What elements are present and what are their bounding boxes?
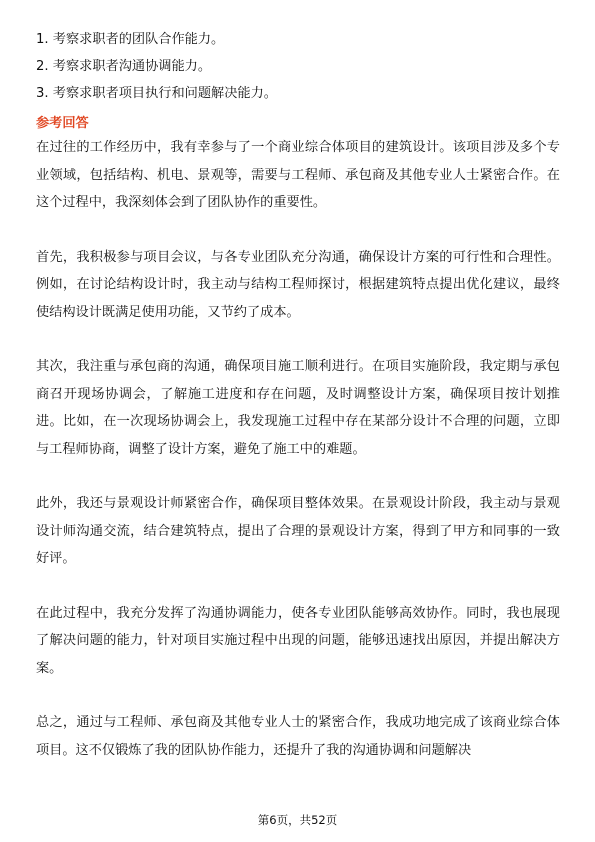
answer-paragraph-6: 总之，通过与工程师、承包商及其他专业人士的紧密合作，我成功地完成了该商业综合体项目。这不仅锻炼了我的团队协作能力，还提升了我的沟通协调和问题解决 xyxy=(36,715,560,758)
page-number: 第6页，共52页 xyxy=(257,813,338,827)
question-item-2: 2. 考察求职者沟通协调能力。 xyxy=(36,59,212,74)
paragraph-spacer xyxy=(36,463,560,490)
question-item-3: 3. 考察求职者项目执行和问题解决能力。 xyxy=(36,86,277,101)
paragraph-spacer xyxy=(36,682,560,709)
question-item-1: 1. 考察求职者的团队合作能力。 xyxy=(36,32,225,47)
answer-paragraph-1: 在过往的工作经历中，我有幸参与了一个商业综合体项目的建筑设计。该项目涉及多个专业领域，包括结构、机电、景观等，需要与工程师、承包商及其他专业人士紧密合作。在这个过程中，我深刻体会到了团队协作的重要性。 xyxy=(36,140,560,210)
answer-heading: 参考回答 xyxy=(36,116,89,131)
paragraph-spacer xyxy=(36,217,560,244)
answer-paragraph-5: 在此过程中，我充分发挥了沟通协调能力，使各专业团队能够高效协作。同时，我也展现了解决问题的能力，针对项目实施过程中出现的问题，能够迅速找出原因，并提出解决方案。 xyxy=(36,605,560,676)
answer-paragraph-2: 首先，我积极参与项目会议，与各专业团队充分沟通，确保设计方案的可行性和合理性。例如，在讨论结构设计时，我主动与结构工程师探讨，根据建筑特点提出优化建议，最终使结构设计既满足使用功能，又节约了成本。 xyxy=(36,249,560,320)
answer-paragraph-4: 此外，我还与景观设计师紧密合作，确保项目整体效果。在景观设计阶段，我主动与景观设计师沟通交流，结合建筑特点，提出了合理的景观设计方案，得到了甲方和同事的一致好评。 xyxy=(36,496,560,566)
answer-paragraph-3: 其次，我注重与承包商的沟通，确保项目施工顺利进行。在项目实施阶段，我定期与承包商召开现场协调会，了解施工进度和存在问题，及时调整设计方案，确保项目按计划推进。比如，在一次现场协调会上，我发现施工过程中存在某部分设计不合理的问题，立即与工程师协商，调整了设计方案，避免了施工中的难题。 xyxy=(36,359,560,457)
paragraph-spacer xyxy=(36,573,560,600)
paragraph-spacer xyxy=(36,326,560,353)
page-content xyxy=(36,30,560,764)
